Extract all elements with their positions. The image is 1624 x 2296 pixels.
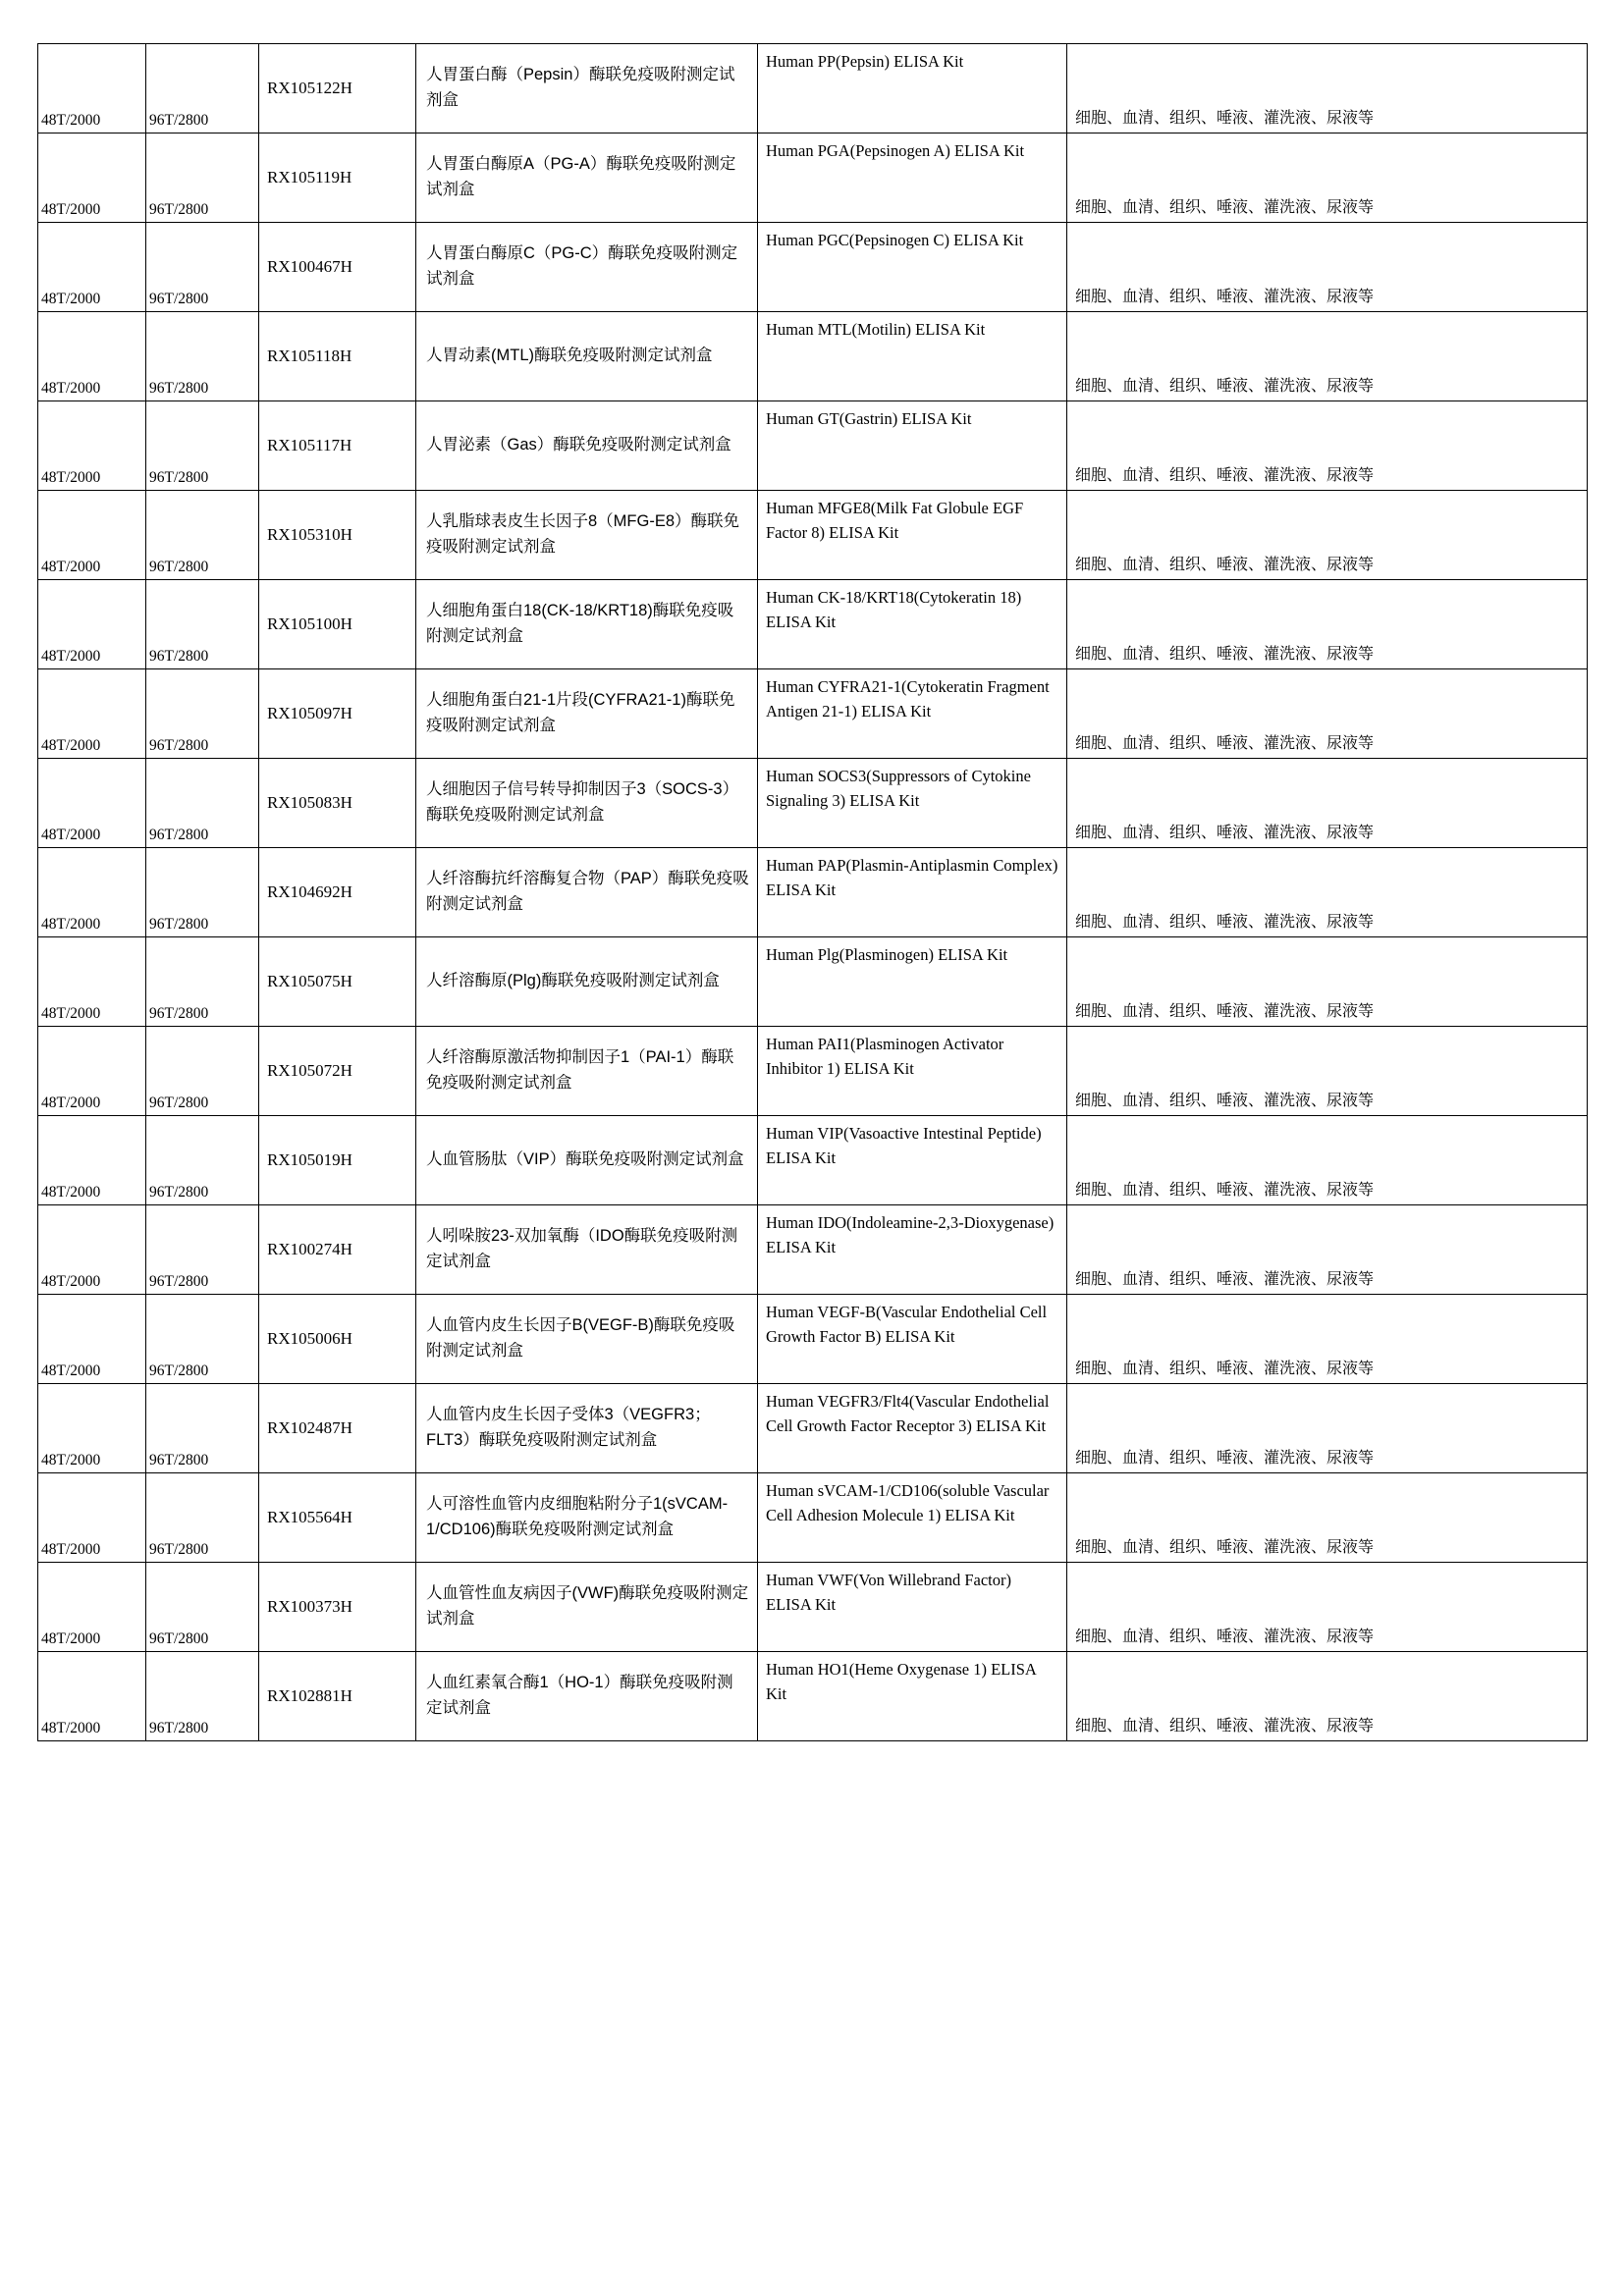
- cell-spec-48t: [38, 401, 146, 491]
- table-row: [38, 669, 1588, 759]
- table-body: [38, 44, 1588, 1741]
- chinese-name-value: 人乳脂球表皮生长因子8（MFG-E8）酶联免疫吸附测定试剂盒: [426, 512, 740, 556]
- chinese-name-value: 人细胞角蛋白18(CK-18/KRT18)酶联免疫吸附测定试剂盒: [426, 602, 734, 645]
- product-code-value: RX105083H: [267, 793, 352, 813]
- cell-spec-96t: [146, 759, 259, 848]
- cell-spec-96t: [146, 1205, 259, 1295]
- cell-spec-96t: [146, 44, 259, 133]
- cell-sample-types: [1067, 1563, 1588, 1652]
- product-code-value: RX100373H: [267, 1597, 352, 1617]
- product-code-value: RX105072H: [267, 1061, 352, 1081]
- sample-types-value: 细胞、血清、组织、唾液、灌洗液、尿液等: [1075, 735, 1375, 753]
- cell-sample-types: [1067, 1027, 1588, 1116]
- cell-chinese-name: [416, 223, 758, 312]
- spec-96t-value: 96T/2800: [149, 1273, 209, 1291]
- spec-96t-value: 96T/2800: [149, 1541, 209, 1559]
- chinese-name-value: 人胃蛋白酶原C（PG-C）酶联免疫吸附测定试剂盒: [426, 244, 738, 288]
- cell-spec-96t: [146, 1116, 259, 1205]
- cell-product-code: [259, 1116, 416, 1205]
- spec-48t-value: 48T/2000: [41, 1541, 101, 1559]
- chinese-name-value: 人可溶性血管内皮细胞粘附分子1(sVCAM-1/CD106)酶联免疫吸附测定试剂盒: [426, 1495, 729, 1538]
- cell-chinese-name: [416, 1384, 758, 1473]
- chinese-name-value: 人纤溶酶原激活物抑制因子1（PAI-1）酶联免疫吸附测定试剂盒: [426, 1048, 734, 1092]
- chinese-name-value: 人血管性血友病因子(VWF)酶联免疫吸附测定试剂盒: [426, 1584, 749, 1628]
- english-name-value: Human PGC(Pepsinogen C) ELISA Kit: [766, 231, 1024, 249]
- spec-96t-value: 96T/2800: [149, 112, 209, 130]
- cell-spec-48t: [38, 1205, 146, 1295]
- chinese-name-value: 人细胞角蛋白21-1片段(CYFRA21-1)酶联免疫吸附测定试剂盒: [426, 691, 735, 734]
- spec-96t-value: 96T/2800: [149, 916, 209, 934]
- spec-48t-value: 48T/2000: [41, 737, 101, 755]
- cell-sample-types: [1067, 1473, 1588, 1563]
- cell-spec-96t: [146, 312, 259, 401]
- table-row: [38, 580, 1588, 669]
- chinese-name-value: 人血管肠肽（VIP）酶联免疫吸附测定试剂盒: [426, 1150, 744, 1169]
- sample-types-value: 细胞、血清、组织、唾液、灌洗液、尿液等: [1075, 110, 1375, 128]
- cell-sample-types: [1067, 580, 1588, 669]
- cell-product-code: [259, 580, 416, 669]
- table-row: [38, 1205, 1588, 1295]
- cell-product-code: [259, 1384, 416, 1473]
- spec-96t-value: 96T/2800: [149, 201, 209, 219]
- spec-96t-value: 96T/2800: [149, 559, 209, 576]
- cell-spec-48t: [38, 44, 146, 133]
- sample-types-value: 细胞、血清、组织、唾液、灌洗液、尿液等: [1075, 1093, 1375, 1110]
- spec-96t-value: 96T/2800: [149, 1184, 209, 1201]
- spec-96t-value: 96T/2800: [149, 1720, 209, 1737]
- cell-chinese-name: [416, 669, 758, 759]
- cell-sample-types: [1067, 401, 1588, 491]
- spec-48t-value: 48T/2000: [41, 469, 101, 487]
- cell-product-code: [259, 1652, 416, 1741]
- cell-chinese-name: [416, 133, 758, 223]
- cell-chinese-name: [416, 491, 758, 580]
- product-code-value: RX105100H: [267, 614, 352, 634]
- cell-product-code: [259, 312, 416, 401]
- cell-sample-types: [1067, 1116, 1588, 1205]
- sample-types-value: 细胞、血清、组织、唾液、灌洗液、尿液等: [1075, 1361, 1375, 1378]
- cell-english-name: [758, 44, 1067, 133]
- spec-48t-value: 48T/2000: [41, 559, 101, 576]
- table-row: [38, 133, 1588, 223]
- cell-spec-48t: [38, 1295, 146, 1384]
- cell-chinese-name: [416, 401, 758, 491]
- spec-96t-value: 96T/2800: [149, 291, 209, 308]
- cell-sample-types: [1067, 1384, 1588, 1473]
- sample-types-value: 细胞、血清、组织、唾液、灌洗液、尿液等: [1075, 557, 1375, 574]
- chinese-name-value: 人胃蛋白酶原A（PG-A）酶联免疫吸附测定试剂盒: [426, 155, 736, 198]
- cell-sample-types: [1067, 1295, 1588, 1384]
- chinese-name-value: 人细胞因子信号转导抑制因子3（SOCS-3）酶联免疫吸附测定试剂盒: [426, 780, 739, 824]
- spec-96t-value: 96T/2800: [149, 1005, 209, 1023]
- english-name-value: Human MFGE8(Milk Fat Globule EGF Factor 8) ELISA Kit: [766, 499, 1024, 542]
- cell-chinese-name: [416, 44, 758, 133]
- cell-spec-96t: [146, 1384, 259, 1473]
- chinese-name-value: 人胃蛋白酶（Pepsin）酶联免疫吸附测定试剂盒: [426, 66, 735, 109]
- cell-english-name: [758, 580, 1067, 669]
- cell-product-code: [259, 1473, 416, 1563]
- spec-48t-value: 48T/2000: [41, 916, 101, 934]
- cell-spec-48t: [38, 580, 146, 669]
- cell-product-code: [259, 44, 416, 133]
- cell-chinese-name: [416, 1116, 758, 1205]
- product-code-value: RX105019H: [267, 1150, 352, 1170]
- english-name-value: Human MTL(Motilin) ELISA Kit: [766, 320, 986, 339]
- english-name-value: Human VWF(Von Willebrand Factor) ELISA Kit: [766, 1571, 1012, 1614]
- cell-spec-96t: [146, 669, 259, 759]
- cell-sample-types: [1067, 1205, 1588, 1295]
- cell-english-name: [758, 1027, 1067, 1116]
- english-name-value: Human PAI1(Plasminogen Activator Inhibitor 1) ELISA Kit: [766, 1035, 1004, 1078]
- cell-chinese-name: [416, 1652, 758, 1741]
- chinese-name-value: 人血管内皮生长因子B(VEGF-B)酶联免疫吸附测定试剂盒: [426, 1316, 735, 1360]
- table-row: [38, 223, 1588, 312]
- cell-english-name: [758, 1116, 1067, 1205]
- product-code-value: RX105310H: [267, 525, 352, 545]
- product-code-value: RX105097H: [267, 704, 352, 723]
- cell-english-name: [758, 401, 1067, 491]
- cell-spec-48t: [38, 669, 146, 759]
- product-code-value: RX100274H: [267, 1240, 352, 1259]
- cell-product-code: [259, 133, 416, 223]
- spec-96t-value: 96T/2800: [149, 1095, 209, 1112]
- cell-english-name: [758, 223, 1067, 312]
- table-row: [38, 848, 1588, 937]
- cell-product-code: [259, 1563, 416, 1652]
- cell-spec-96t: [146, 1652, 259, 1741]
- cell-sample-types: [1067, 937, 1588, 1027]
- spec-96t-value: 96T/2800: [149, 469, 209, 487]
- cell-english-name: [758, 1473, 1067, 1563]
- cell-spec-96t: [146, 1027, 259, 1116]
- spec-96t-value: 96T/2800: [149, 380, 209, 398]
- table-row: [38, 937, 1588, 1027]
- cell-spec-48t: [38, 1116, 146, 1205]
- chinese-name-value: 人吲哚胺23-双加氧酶（IDO酶联免疫吸附测定试剂盒: [426, 1227, 738, 1270]
- chinese-name-value: 人胃泌素（Gas）酶联免疫吸附测定试剂盒: [426, 436, 731, 454]
- cell-spec-96t: [146, 133, 259, 223]
- cell-chinese-name: [416, 580, 758, 669]
- english-name-value: Human VEGF-B(Vascular Endothelial Cell Growth Factor B) ELISA Kit: [766, 1303, 1048, 1346]
- table-row: [38, 44, 1588, 133]
- sample-types-value: 细胞、血清、组织、唾液、灌洗液、尿液等: [1075, 289, 1375, 306]
- table-row: [38, 491, 1588, 580]
- english-name-value: Human sVCAM-1/CD106(soluble Vascular Cell Adhesion Molecule 1) ELISA Kit: [766, 1481, 1050, 1524]
- spec-96t-value: 96T/2800: [149, 827, 209, 844]
- sample-types-value: 细胞、血清、组织、唾液、灌洗液、尿液等: [1075, 914, 1375, 932]
- cell-spec-48t: [38, 491, 146, 580]
- cell-spec-48t: [38, 312, 146, 401]
- cell-chinese-name: [416, 759, 758, 848]
- cell-english-name: [758, 669, 1067, 759]
- cell-spec-48t: [38, 1652, 146, 1741]
- english-name-value: Human PAP(Plasmin-Antiplasmin Complex) ELISA Kit: [766, 856, 1058, 899]
- table-row: [38, 1652, 1588, 1741]
- english-name-value: Human PGA(Pepsinogen A) ELISA Kit: [766, 141, 1025, 160]
- product-table-container: [37, 43, 1587, 1741]
- cell-spec-96t: [146, 937, 259, 1027]
- spec-48t-value: 48T/2000: [41, 291, 101, 308]
- table-row: [38, 759, 1588, 848]
- cell-product-code: [259, 669, 416, 759]
- english-name-value: Human HO1(Heme Oxygenase 1) ELISA Kit: [766, 1660, 1036, 1703]
- product-code-value: RX105075H: [267, 972, 352, 991]
- cell-spec-96t: [146, 1295, 259, 1384]
- product-code-value: RX105118H: [267, 347, 352, 366]
- chinese-name-value: 人纤溶酶原(Plg)酶联免疫吸附测定试剂盒: [426, 972, 720, 990]
- cell-spec-96t: [146, 223, 259, 312]
- cell-english-name: [758, 491, 1067, 580]
- cell-product-code: [259, 1027, 416, 1116]
- spec-48t-value: 48T/2000: [41, 1630, 101, 1648]
- cell-english-name: [758, 1563, 1067, 1652]
- spec-48t-value: 48T/2000: [41, 1720, 101, 1737]
- table-row: [38, 1563, 1588, 1652]
- sample-types-value: 细胞、血清、组织、唾液、灌洗液、尿液等: [1075, 1539, 1375, 1557]
- cell-spec-96t: [146, 1563, 259, 1652]
- cell-sample-types: [1067, 312, 1588, 401]
- spec-96t-value: 96T/2800: [149, 1630, 209, 1648]
- english-name-value: Human CYFRA21-1(Cytokeratin Fragment Antigen 21-1) ELISA Kit: [766, 677, 1050, 721]
- cell-chinese-name: [416, 1205, 758, 1295]
- elisa-kit-product-table: [37, 43, 1588, 1741]
- product-code-value: RX100467H: [267, 257, 352, 277]
- spec-96t-value: 96T/2800: [149, 737, 209, 755]
- product-code-value: RX104692H: [267, 882, 352, 902]
- cell-spec-48t: [38, 1563, 146, 1652]
- sample-types-value: 细胞、血清、组织、唾液、灌洗液、尿液等: [1075, 378, 1375, 396]
- product-code-value: RX105119H: [267, 168, 352, 187]
- product-code-value: RX102881H: [267, 1686, 352, 1706]
- table-row: [38, 401, 1588, 491]
- cell-english-name: [758, 312, 1067, 401]
- english-name-value: Human VEGFR3/Flt4(Vascular Endothelial Cell Growth Factor Receptor 3) ELISA Kit: [766, 1392, 1050, 1435]
- cell-english-name: [758, 759, 1067, 848]
- cell-english-name: [758, 937, 1067, 1027]
- cell-spec-96t: [146, 401, 259, 491]
- cell-spec-48t: [38, 848, 146, 937]
- sample-types-value: 细胞、血清、组织、唾液、灌洗液、尿液等: [1075, 1271, 1375, 1289]
- chinese-name-value: 人血红素氧合酶1（HO-1）酶联免疫吸附测定试剂盒: [426, 1674, 733, 1717]
- cell-spec-48t: [38, 1384, 146, 1473]
- cell-spec-48t: [38, 223, 146, 312]
- cell-english-name: [758, 848, 1067, 937]
- sample-types-value: 细胞、血清、组织、唾液、灌洗液、尿液等: [1075, 467, 1375, 485]
- cell-spec-48t: [38, 1027, 146, 1116]
- cell-english-name: [758, 1652, 1067, 1741]
- english-name-value: Human Plg(Plasminogen) ELISA Kit: [766, 945, 1008, 964]
- cell-spec-48t: [38, 133, 146, 223]
- cell-chinese-name: [416, 1563, 758, 1652]
- sample-types-value: 细胞、血清、组织、唾液、灌洗液、尿液等: [1075, 646, 1375, 664]
- cell-chinese-name: [416, 848, 758, 937]
- chinese-name-value: 人血管内皮生长因子受体3（VEGFR3；FLT3）酶联免疫吸附测定试剂盒: [426, 1406, 711, 1449]
- english-name-value: Human PP(Pepsin) ELISA Kit: [766, 52, 964, 71]
- cell-english-name: [758, 133, 1067, 223]
- spec-48t-value: 48T/2000: [41, 1452, 101, 1469]
- sample-types-value: 细胞、血清、组织、唾液、灌洗液、尿液等: [1075, 1182, 1375, 1200]
- cell-english-name: [758, 1205, 1067, 1295]
- spec-96t-value: 96T/2800: [149, 648, 209, 666]
- cell-chinese-name: [416, 1473, 758, 1563]
- cell-sample-types: [1067, 669, 1588, 759]
- english-name-value: Human IDO(Indoleamine-2,3-Dioxygenase) ELISA Kit: [766, 1213, 1055, 1256]
- cell-spec-48t: [38, 937, 146, 1027]
- sample-types-value: 细胞、血清、组织、唾液、灌洗液、尿液等: [1075, 199, 1375, 217]
- table-row: [38, 1384, 1588, 1473]
- cell-sample-types: [1067, 223, 1588, 312]
- cell-sample-types: [1067, 1652, 1588, 1741]
- table-row: [38, 1027, 1588, 1116]
- spec-48t-value: 48T/2000: [41, 112, 101, 130]
- english-name-value: Human GT(Gastrin) ELISA Kit: [766, 409, 972, 428]
- spec-96t-value: 96T/2800: [149, 1362, 209, 1380]
- cell-spec-96t: [146, 848, 259, 937]
- cell-chinese-name: [416, 937, 758, 1027]
- cell-product-code: [259, 491, 416, 580]
- chinese-name-value: 人纤溶酶抗纤溶酶复合物（PAP）酶联免疫吸附测定试剂盒: [426, 870, 749, 913]
- spec-48t-value: 48T/2000: [41, 1362, 101, 1380]
- cell-sample-types: [1067, 759, 1588, 848]
- cell-product-code: [259, 759, 416, 848]
- english-name-value: Human SOCS3(Suppressors of Cytokine Signaling 3) ELISA Kit: [766, 767, 1031, 810]
- cell-product-code: [259, 1205, 416, 1295]
- spec-48t-value: 48T/2000: [41, 201, 101, 219]
- cell-spec-48t: [38, 1473, 146, 1563]
- spec-96t-value: 96T/2800: [149, 1452, 209, 1469]
- sample-types-value: 细胞、血清、组织、唾液、灌洗液、尿液等: [1075, 1450, 1375, 1468]
- cell-sample-types: [1067, 44, 1588, 133]
- table-row: [38, 312, 1588, 401]
- table-row: [38, 1116, 1588, 1205]
- sample-types-value: 细胞、血清、组织、唾液、灌洗液、尿液等: [1075, 1718, 1375, 1735]
- cell-sample-types: [1067, 848, 1588, 937]
- english-name-value: Human VIP(Vasoactive Intestinal Peptide) ELISA Kit: [766, 1124, 1042, 1167]
- cell-spec-96t: [146, 491, 259, 580]
- sample-types-value: 细胞、血清、组织、唾液、灌洗液、尿液等: [1075, 1629, 1375, 1646]
- product-code-value: RX105122H: [267, 79, 352, 98]
- cell-spec-96t: [146, 1473, 259, 1563]
- cell-chinese-name: [416, 312, 758, 401]
- spec-48t-value: 48T/2000: [41, 1273, 101, 1291]
- spec-48t-value: 48T/2000: [41, 648, 101, 666]
- cell-chinese-name: [416, 1295, 758, 1384]
- cell-english-name: [758, 1295, 1067, 1384]
- cell-product-code: [259, 223, 416, 312]
- chinese-name-value: 人胃动素(MTL)酶联免疫吸附测定试剂盒: [426, 347, 713, 365]
- cell-product-code: [259, 401, 416, 491]
- spec-48t-value: 48T/2000: [41, 1184, 101, 1201]
- product-code-value: RX105564H: [267, 1508, 352, 1527]
- spec-48t-value: 48T/2000: [41, 380, 101, 398]
- table-row: [38, 1295, 1588, 1384]
- english-name-value: Human CK-18/KRT18(Cytokeratin 18) ELISA Kit: [766, 588, 1022, 631]
- sample-types-value: 细胞、血清、组织、唾液、灌洗液、尿液等: [1075, 825, 1375, 842]
- cell-chinese-name: [416, 1027, 758, 1116]
- product-code-value: RX105006H: [267, 1329, 352, 1349]
- cell-spec-96t: [146, 580, 259, 669]
- spec-48t-value: 48T/2000: [41, 827, 101, 844]
- table-row: [38, 1473, 1588, 1563]
- cell-sample-types: [1067, 133, 1588, 223]
- cell-product-code: [259, 1295, 416, 1384]
- sample-types-value: 细胞、血清、组织、唾液、灌洗液、尿液等: [1075, 1003, 1375, 1021]
- cell-spec-48t: [38, 759, 146, 848]
- product-code-value: RX102487H: [267, 1418, 352, 1438]
- product-code-value: RX105117H: [267, 436, 352, 455]
- cell-sample-types: [1067, 491, 1588, 580]
- cell-english-name: [758, 1384, 1067, 1473]
- cell-product-code: [259, 937, 416, 1027]
- cell-product-code: [259, 848, 416, 937]
- spec-48t-value: 48T/2000: [41, 1005, 101, 1023]
- spec-48t-value: 48T/2000: [41, 1095, 101, 1112]
